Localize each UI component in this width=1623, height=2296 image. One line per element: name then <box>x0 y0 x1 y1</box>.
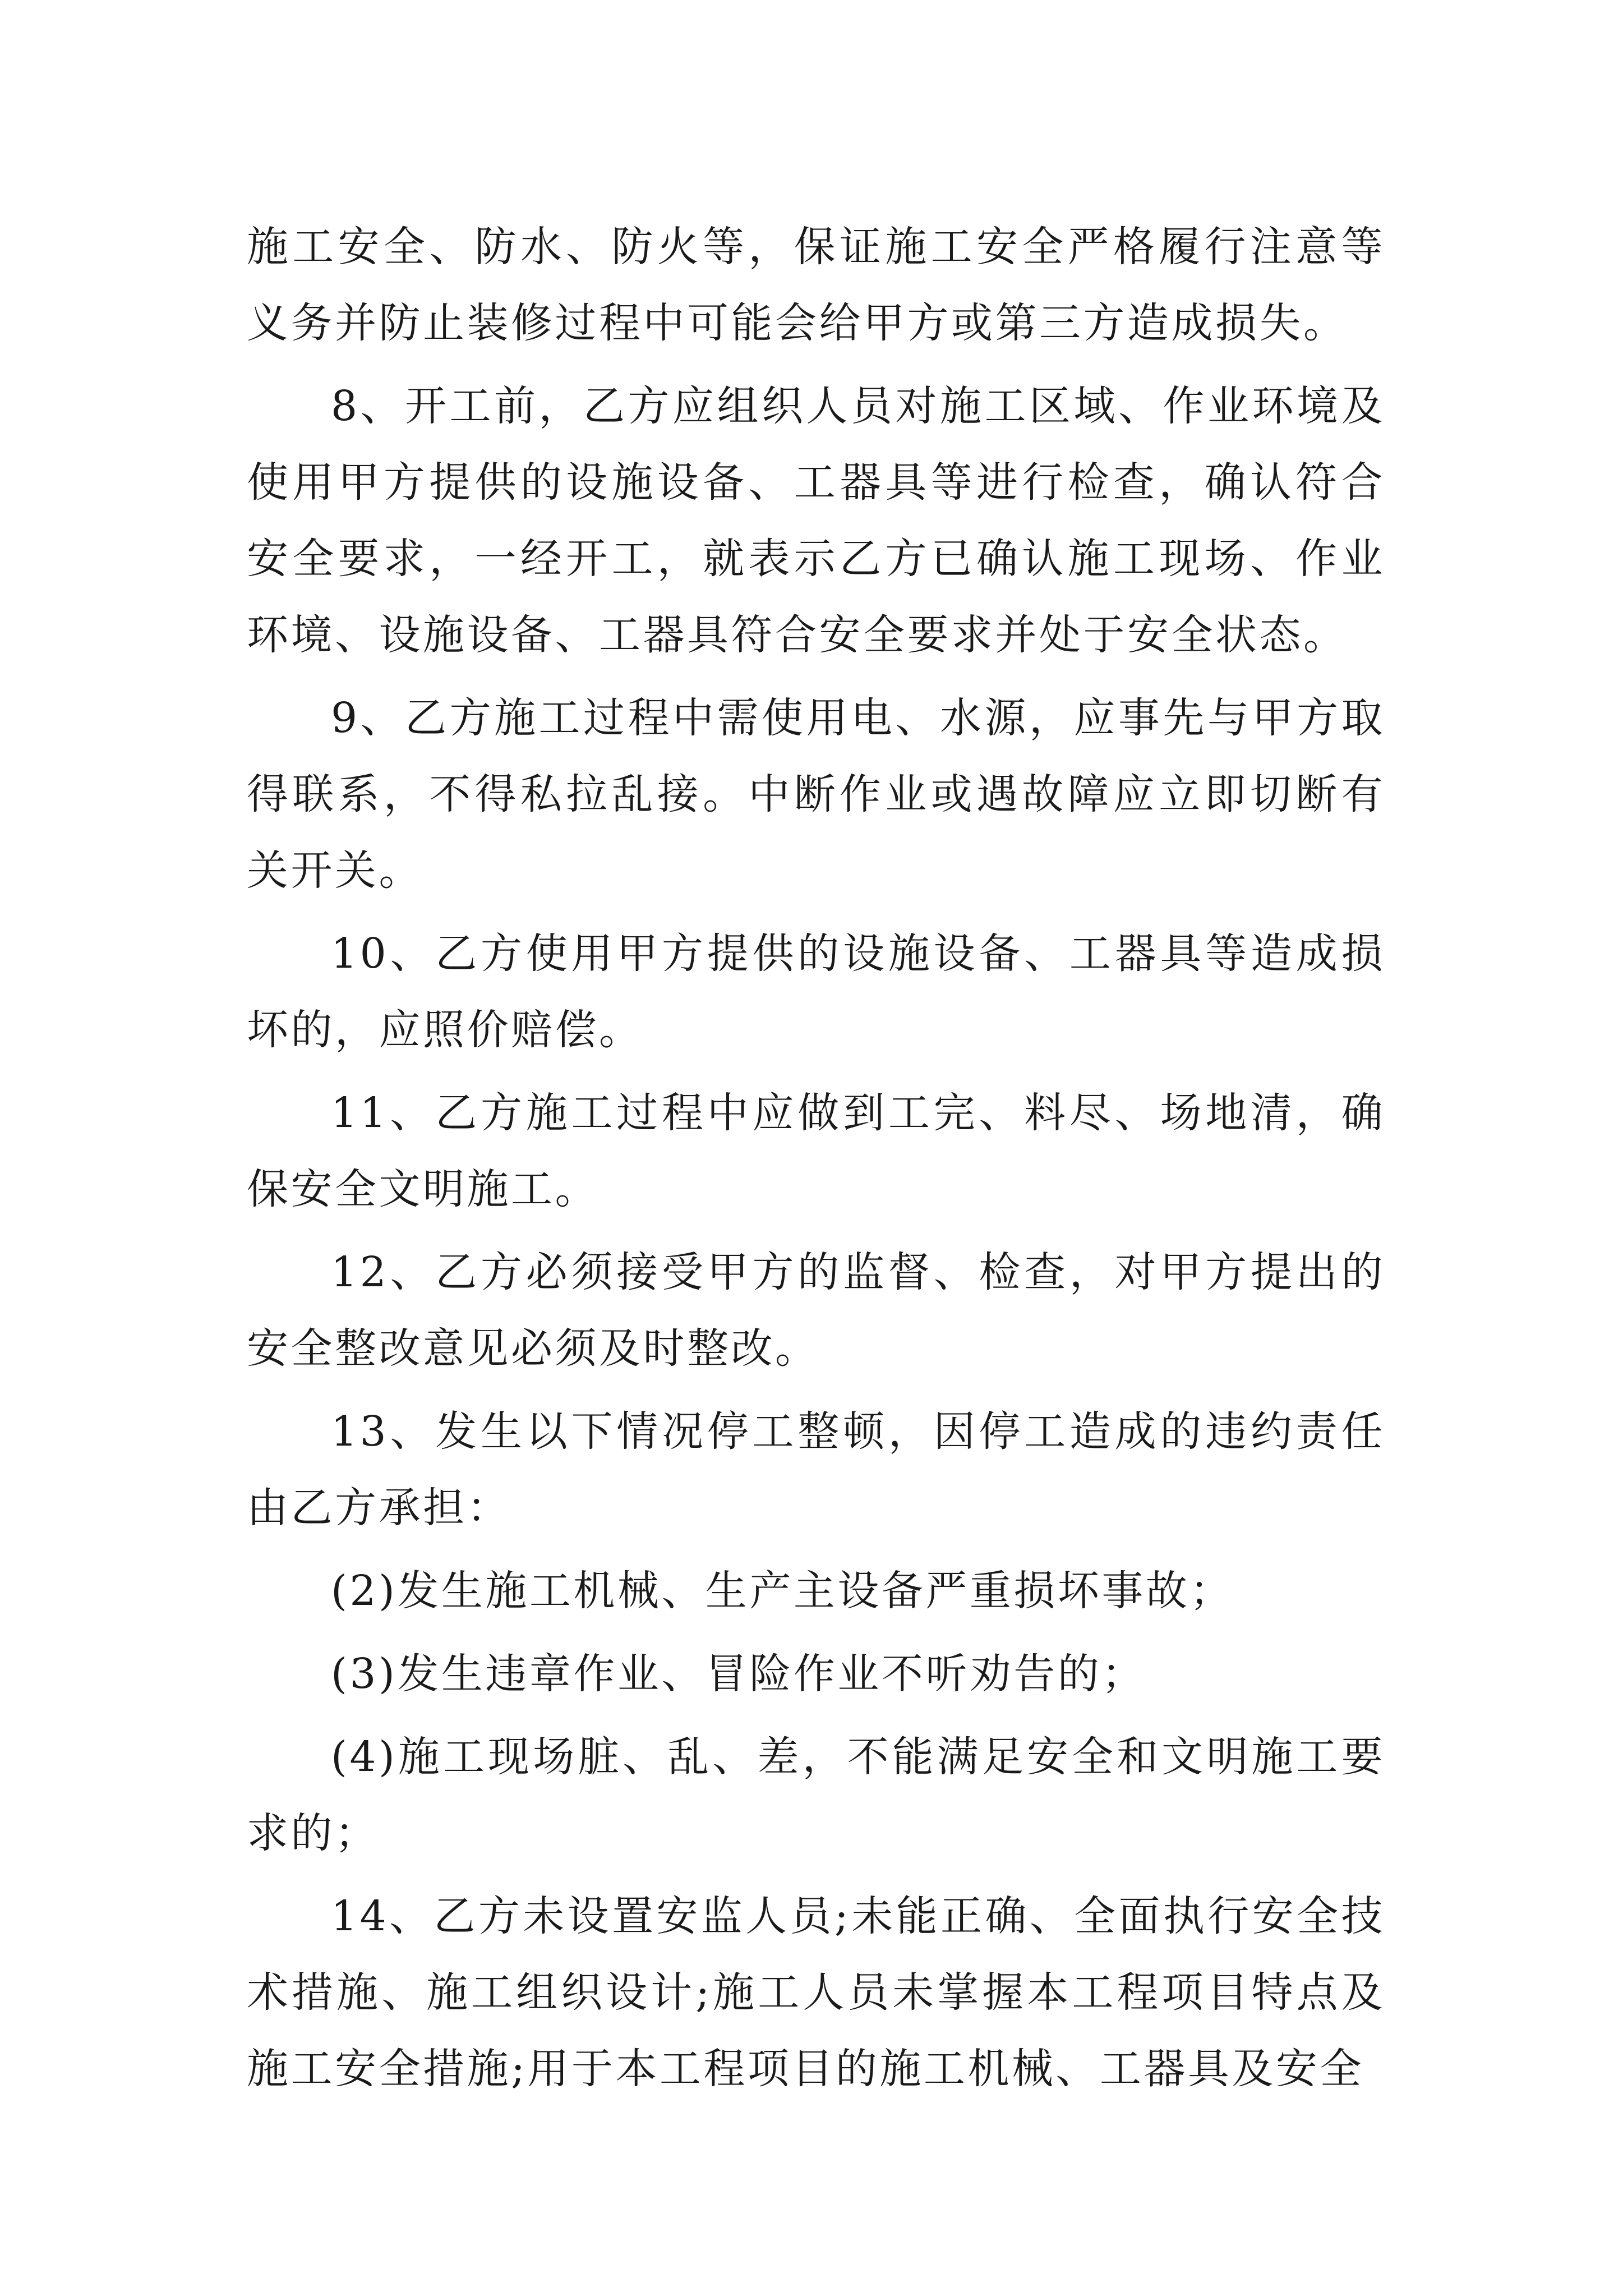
paragraph-item-4: (4)施工现场脏、乱、差，不能满足安全和文明施工要求的； <box>247 1733 1385 1857</box>
paragraph-clause-8: 8、开工前，乙方应组织人员对施工区域、作业环境及使用甲方提供的设施设备、工器具等进行检查，确认符合安全要求，一经开工，就表示乙方已确认施工现场、作业环境、设施设备、工器具符合安全要求并处于安全状态。 <box>247 382 1385 659</box>
paragraph-clause-13: 13、发生以下情况停工整顿，因停工造成的违约责任由乙方承担： <box>247 1407 1385 1532</box>
document-body <box>247 209 1385 2114</box>
paragraph-item-3: (3)发生违章作业、冒险作业不听劝告的； <box>331 1650 1146 1698</box>
paragraph-clause-9: 9、乙方施工过程中需使用电、水源，应事先与甲方取得联系，不得私拉乱接。中断作业或遇故障应立即切断有关开关。 <box>247 694 1385 895</box>
paragraph-clause-12: 12、乙方必须接受甲方的监督、检查，对甲方提出的安全整改意见必须及时整改。 <box>247 1248 1385 1373</box>
paragraph-clause-10: 10、乙方使用甲方提供的设施设备、工器具等造成损坏的，应照价赔偿。 <box>247 930 1385 1054</box>
paragraph-clause-14: 14、乙方未设置安监人员;未能正确、全面执行安全技术措施、施工组织设计;施工人员未掌握本工程项目特点及施工安全措施;用于本工程项目的施工机械、工器具及安全 <box>247 1892 1385 2093</box>
paragraph-clause-11: 11、乙方施工过程中应做到工完、料尽、场地清，确保安全文明施工。 <box>247 1089 1385 1213</box>
paragraph-item-2: (2)发生施工机械、生产主设备严重损坏事故； <box>331 1567 1234 1615</box>
paragraph-continuation: 施工安全、防水、防火等，保证施工安全严格履行注意等义务并防止装修过程中可能会给甲方或第三方造成损失。 <box>247 223 1385 347</box>
